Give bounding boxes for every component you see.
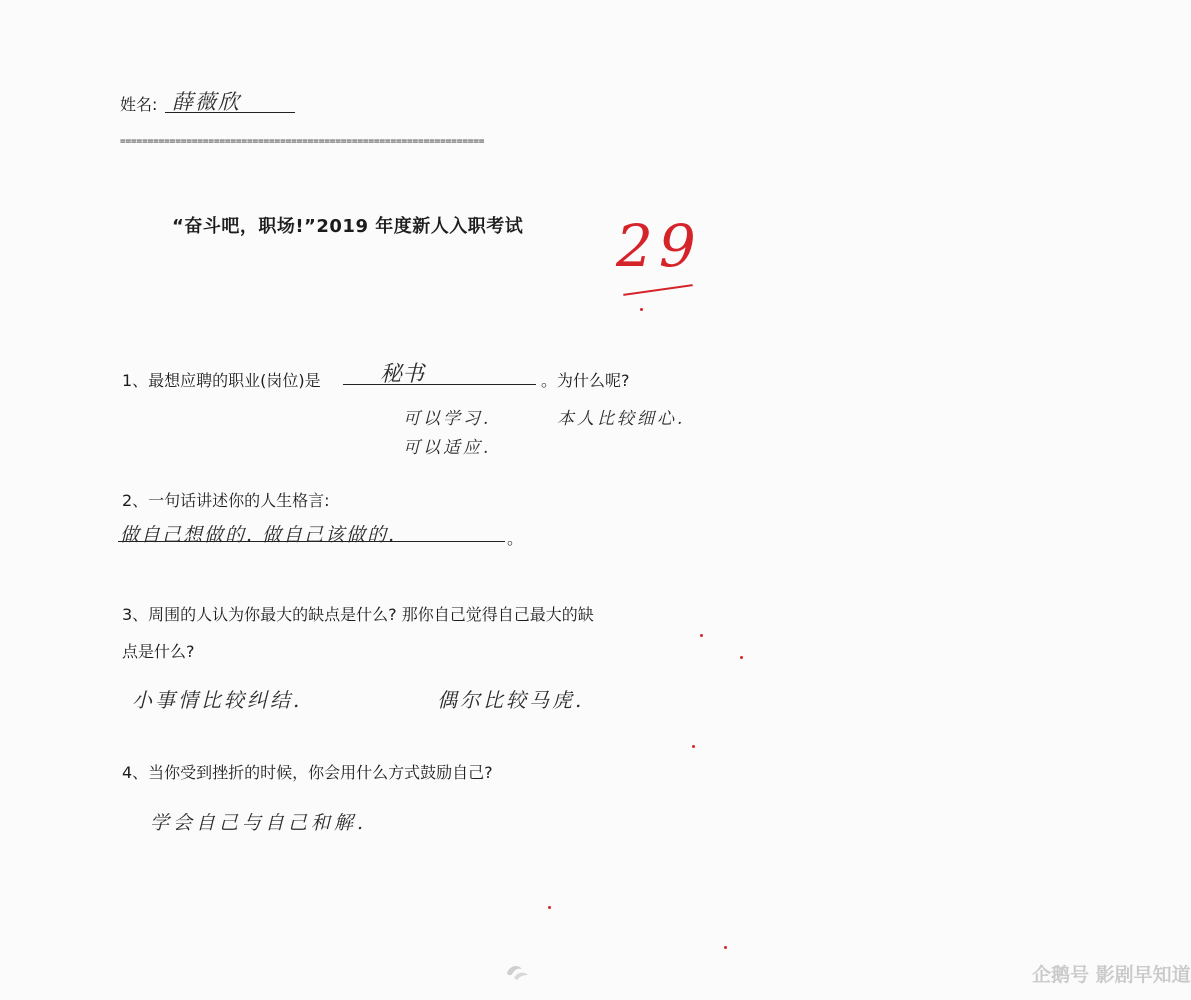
score: 29 xyxy=(616,212,702,280)
ink-speck xyxy=(700,634,703,637)
question-2-suffix: 。 xyxy=(507,529,524,548)
divider-line: ================================================================== xyxy=(120,136,485,147)
ink-speck xyxy=(740,656,743,659)
question-4: 4、当你受到挫折的时候，你会用什么方式鼓励自己? xyxy=(122,763,493,782)
question-1: 1、最想应聘的职业(岗位)是 xyxy=(122,371,321,390)
ink-speck xyxy=(548,906,551,909)
question-4-answer: 学会自己与自己和解. xyxy=(150,812,368,834)
question-1-reason: 可以适应. xyxy=(403,438,492,458)
ink-speck xyxy=(692,745,695,748)
watermark-logo-icon xyxy=(504,958,530,984)
question-1-reason: 本人比较细心. xyxy=(557,409,686,429)
ink-speck xyxy=(724,946,727,949)
question-3-answer-self: 偶尔比较马虎. xyxy=(437,688,585,712)
name-label: 姓名: xyxy=(120,95,158,114)
question-2: 2、一句话讲述你的人生格言: xyxy=(122,491,330,510)
name-value: 薛薇欣 xyxy=(172,90,241,114)
ink-speck xyxy=(640,308,643,311)
question-3-line-1: 3、周围的人认为你最大的缺点是什么? 那你自己觉得自己最大的缺 xyxy=(122,605,594,624)
question-1-suffix: 。为什么呢? xyxy=(541,371,630,390)
question-1-answer: 秘书 xyxy=(380,362,425,387)
exam-title: “奋斗吧，职场!”2019 年度新人入职考试 xyxy=(172,216,524,237)
question-2-answer: 做自己想做的. 做自己该做的. xyxy=(120,524,397,546)
question-3-answer-others: 小事情比较纠结. xyxy=(132,688,303,712)
question-3-line-2: 点是什么? xyxy=(122,642,195,661)
score-underline xyxy=(623,284,693,296)
watermark-text: 企鹅号 影剧早知道 xyxy=(1032,964,1191,986)
question-1-reason: 可以学习. xyxy=(403,409,492,429)
question-1-answer-line xyxy=(343,384,536,385)
